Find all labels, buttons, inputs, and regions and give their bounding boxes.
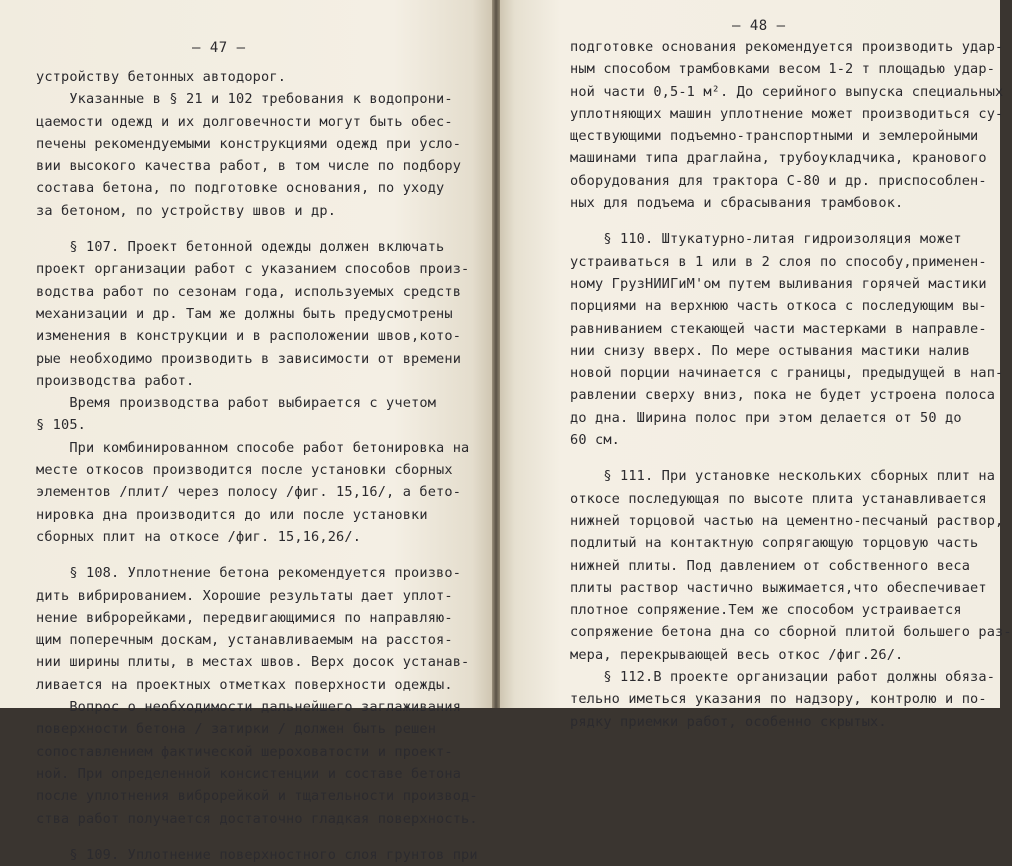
text-line: откосе последующая по высоте плита устанавливается: [570, 490, 987, 507]
text-line: нение виброрейками, передвигающимися по направляю-: [36, 609, 453, 626]
paragraph-gap: [36, 830, 478, 844]
text-line: При комбинированном способе работ бетонировка на: [36, 439, 470, 456]
paragraph-gap: [36, 222, 478, 236]
text-line: изменения в конструкции и в расположении швов,кото-: [36, 328, 462, 345]
text-line: тельно иметься указания по надзору, контролю и по-: [570, 691, 987, 708]
paragraph-gap: [570, 451, 1012, 465]
right-page: [500, 0, 1012, 730]
text-line: ной части 0,5-1 м². До серийного выпуска специальных: [570, 83, 1004, 100]
text-line: после уплотнения виброрейкой и тщательности производ-: [36, 788, 478, 805]
text-line: равниванием стекающей части мастерками в направле-: [570, 320, 987, 337]
text-line: ливается на проектных отметках поверхности одежды.: [36, 676, 453, 693]
book-gutter: [492, 0, 500, 708]
text-line: оборудования для трактора С-80 и др. приспособлен-: [570, 172, 987, 189]
text-line: подлитый на контактную сопрягающую торцовую часть: [570, 535, 979, 552]
text-line: подготовке основания рекомендуется производить удар-: [570, 39, 1004, 55]
text-line: месте откосов производится после установки сборных: [36, 462, 453, 479]
text-line: § 111. При установке нескольких сборных плит на: [570, 468, 996, 485]
page-text: [570, 36, 1012, 733]
text-line: уплотняющих машин уплотнение может производиться су-: [570, 105, 1004, 122]
text-line: цаемости одежд и их долговечности могут быть обес-: [36, 113, 453, 130]
text-line: водства работ по сезонам года, используемых средств: [36, 283, 462, 300]
text-line: рядку приемки работ, особенно скрытых.: [570, 713, 887, 730]
text-line: сопоставлением фактической шероховатости и проект-: [36, 743, 453, 760]
text-line: равлении сверху вниз, пока не будет устроена полоса: [570, 387, 996, 404]
text-line: нижней торцовой частью на цементно-песчаный раствор,: [570, 512, 1004, 529]
text-line: ных для подъема и сбрасывания трамбовок.: [570, 195, 904, 212]
text-line: ной. При определенной консистенции и составе бетона: [36, 765, 462, 782]
text-line: производства работ.: [36, 372, 195, 389]
page-number: — 47 —: [192, 40, 246, 56]
page-text: [36, 66, 478, 866]
left-page: [0, 0, 492, 863]
paragraph-gap: [36, 548, 478, 562]
text-line: проект организации работ с указанием способов произ-: [36, 261, 470, 278]
text-line: Указанные в § 21 и 102 требования к водопрони-: [36, 91, 453, 108]
page-number: — 48 —: [732, 18, 786, 34]
text-line: вии высокого качества работ, в том числе по подбору: [36, 158, 462, 175]
text-line: рые необходимо производить в зависимости от времени: [36, 350, 462, 367]
text-line: нижней плиты. Под давлением от собственного веса: [570, 557, 971, 574]
text-line: порциями на верхнюю часть откоса с последующим вы-: [570, 298, 987, 315]
text-line: плиты раствор частично выжимается,что обеспечивает: [570, 579, 987, 596]
text-line: мера, перекрывающей весь откос /фиг.26/.: [570, 646, 904, 663]
text-line: сопряжение бетона дна со сборной плитой большего раз-: [570, 624, 1012, 641]
text-line: элементов /плит/ через полосу /фиг. 15,16/, а бето-: [36, 484, 462, 501]
text-line: § 108. Уплотнение бетона рекомендуется произво-: [36, 565, 462, 582]
text-line: § 107. Проект бетонной одежды должен включать: [36, 239, 445, 256]
text-line: Время производства работ выбирается с учетом: [36, 395, 437, 412]
text-line: ства работ получается достаточно гладкая поверхность.: [36, 810, 478, 827]
text-line: ному ГрузНИИГиМ'ом путем выливания горячей мастики: [570, 275, 987, 292]
paragraph-gap: [570, 214, 1012, 228]
text-line: нии снизу вверх. По мере остывания мастики налив: [570, 342, 971, 359]
text-line: сборных плит на откосе /фиг. 15,16,26/.: [36, 528, 362, 545]
text-line: Вопрос о необходимости дальнейшего заглаживания: [36, 699, 462, 716]
text-line: нии ширины плиты, в местах швов. Верх досок устанав-: [36, 654, 470, 671]
text-line: § 109. Уплотнение поверхностного слоя грунтов при: [36, 846, 478, 863]
text-line: за бетоном, по устройству швов и др.: [36, 202, 337, 219]
text-line: § 112.В проекте организации работ должны обяза-: [570, 669, 996, 686]
text-line: нировка дна производится до или после установки: [36, 506, 428, 523]
text-line: ным способом трамбовками весом 1-2 т площадью удар-: [570, 61, 996, 78]
text-line: машинами типа драглайна, трубоукладчика, кранового: [570, 150, 987, 167]
text-line: механизации и др. Там же должны быть предусмотрены: [36, 305, 453, 322]
text-line: плотное сопряжение.Тем же способом устраивается: [570, 602, 962, 619]
text-line: устраиваться в 1 или в 2 слоя по способу,применен-: [570, 253, 987, 270]
text-line: поверхности бетона / затирки / должен быть решен: [36, 721, 437, 738]
text-line: 60 см.: [570, 432, 621, 449]
text-line: щим поперечным доскам, устанавливаемым на расстоя-: [36, 632, 453, 649]
text-line: устройству бетонных автодорог.: [36, 69, 287, 85]
text-line: состава бетона, по подготовке основания, по уходу: [36, 180, 445, 197]
text-line: дить вибрированием. Хорошие результаты дает уплот-: [36, 587, 453, 604]
text-line: до дна. Ширина полос при этом делается от 50 до: [570, 409, 962, 426]
text-line: § 110. Штукатурно-литая гидроизоляция может: [570, 231, 962, 248]
text-line: новой порции начинается с границы, предыдущей в нап-: [570, 365, 1004, 382]
text-line: ществующими подъемно-транспортными и землеройными: [570, 128, 979, 145]
text-line: § 105.: [36, 417, 87, 434]
text-line: печены рекомендуемыми конструкциями одежд при усло-: [36, 135, 462, 152]
